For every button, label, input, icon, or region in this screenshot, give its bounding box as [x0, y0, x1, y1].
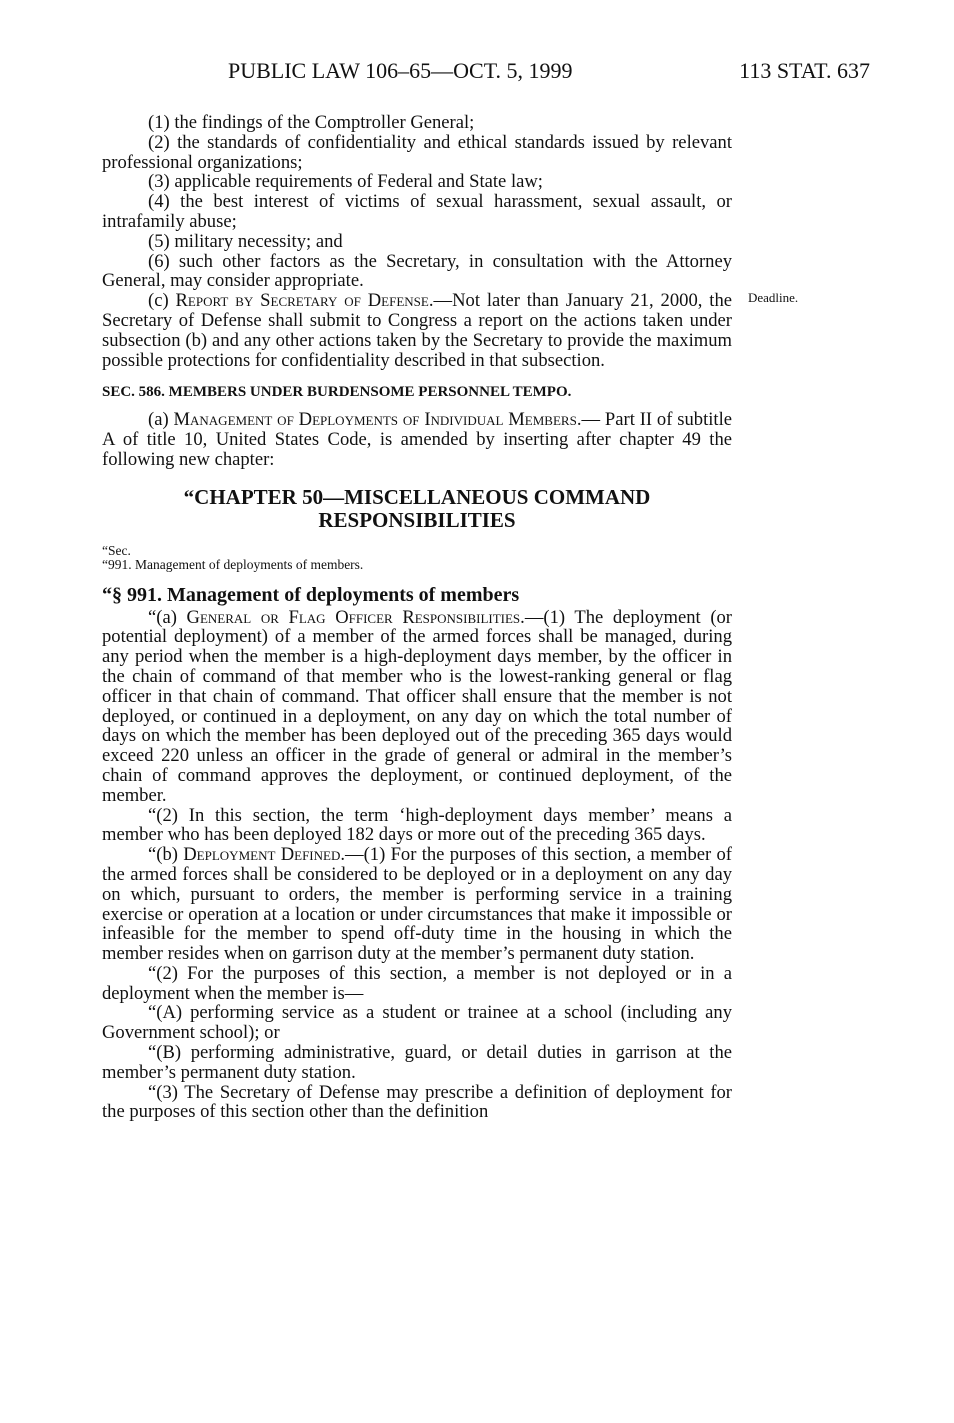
subsection-c-text: .—Not later than January 21, 2000, the Secretary of Defense shall submit to Congress a report on the actions taken under subsection (b) and any other actions taken by the Secretary to provide the maximum possible protections for confidentiality described in that subsection. — [102, 290, 732, 371]
section-991-a-label: “(a) — [148, 606, 187, 628]
list-item-6: (6) such other factors as the Secretary, in consultation with the Attorney General, may consider appropriate. — [102, 250, 732, 292]
header-law-citation: PUBLIC LAW 106–65—OCT. 5, 1999 — [228, 58, 573, 83]
toc-sec-label: “Sec. — [102, 542, 131, 558]
section-991-a-heading: General or Flag Officer Responsibilities — [186, 606, 521, 628]
section-991-bB-paragraph: “(B) performing administrative, guard, or detail duties in garrison at the member’s permanent duty station. — [102, 1042, 732, 1083]
section-586-a-heading: Management of Deployments of Individual Members — [173, 409, 577, 431]
section-586-a-text: .— Part II of subtitle A of title 10, United States Code, is amended by inserting after chapter 49 the following new chapter: — [102, 409, 733, 470]
chapter-table-of-contents — [102, 544, 732, 573]
list-item-4: (4) the best interest of victims of sexual harassment, sexual assault, or intrafamily abuse; — [102, 191, 732, 232]
section-586-a-label: (a) — [148, 409, 174, 431]
page-header — [228, 58, 870, 88]
margin-note-deadline: Deadline. — [748, 290, 799, 305]
header-page-number: 113 STAT. 637 — [739, 58, 870, 83]
chapter-50-title: “CHAPTER 50—MISCELLANEOUS COMMAND RESPONSIBILITIES — [183, 484, 651, 532]
subsection-c-heading: Report by Secretary of Defense — [175, 290, 429, 312]
list-item-1: (1) the findings of the Comptroller General; — [148, 112, 475, 133]
section-991-b3-paragraph: “(3) The Secretary of Defense may prescribe a definition of deployment for the purposes of this section other than the definition — [102, 1081, 732, 1123]
list-item-3: (3) applicable requirements of Federal and State law; — [148, 171, 543, 193]
list-item-5: (5) military necessity; and — [148, 230, 343, 252]
subsection-c-label: (c) — [148, 290, 176, 312]
toc-item-991: “991. Management of deployments of members. — [102, 557, 364, 573]
section-991-b-label: “(b) — [148, 844, 184, 866]
section-991-a-text: .—(1) The deployment (or potential deployment) of a member of the armed forces shall be managed, during any period when the member is a high-deployment days member, by the officer in the chain of command of that member who is the lowest-ranking general or flag officer in that chain of command. That officer shall ensure that the member is not deployed, or continued in a deployment, on any day on which the total number of days on which the member has been deployed out of the preceding 365 days would exceed 220 unless an officer in the grade of general or admiral in the member’s chain of command approves the deployment, or continued deployment, of the member. — [102, 606, 732, 806]
list-item-2: (2) the standards of confidentiality and ethical standards issued by relevant professional organizations; — [102, 131, 732, 173]
section-991-b-heading: Deployment Defined — [183, 844, 341, 866]
section-586-heading: SEC. 586. MEMBERS UNDER BURDENSOME PERSONNEL TEMPO. — [102, 384, 572, 401]
section-991-b-text: .—(1) For the purposes of this section, a member of the armed forces shall be considered to be deployed or in a deployment on any day on which, pursuant to orders, the member is performing service in a training exercise or operation at a location or under circumstances that make it impossible or infeasible for the member to spend off-duty time in the housing in which the member resides when on garrison duty at the member’s permanent duty station. — [102, 844, 732, 965]
section-991-b2-paragraph: “(2) For the purposes of this section, a member is not deployed or in a deployment when the member is— — [102, 962, 732, 1004]
section-991-title: “§ 991. Management of deployments of members — [102, 583, 520, 606]
subsection-c-paragraph — [102, 291, 732, 370]
section-991-bA-paragraph: “(A) performing service as a student or trainee at a school (including any Government school); or — [102, 1002, 732, 1044]
section-991-a2-paragraph: “(2) In this section, the term ‘high-deployment days member’ means a member who has been deployed 182 days or more out of the preceding 365 days. — [102, 804, 732, 846]
document-body — [102, 113, 732, 1122]
section-586-a-paragraph — [102, 410, 732, 469]
section-991-b-paragraph — [102, 845, 732, 964]
section-991-a-paragraph — [102, 608, 732, 806]
